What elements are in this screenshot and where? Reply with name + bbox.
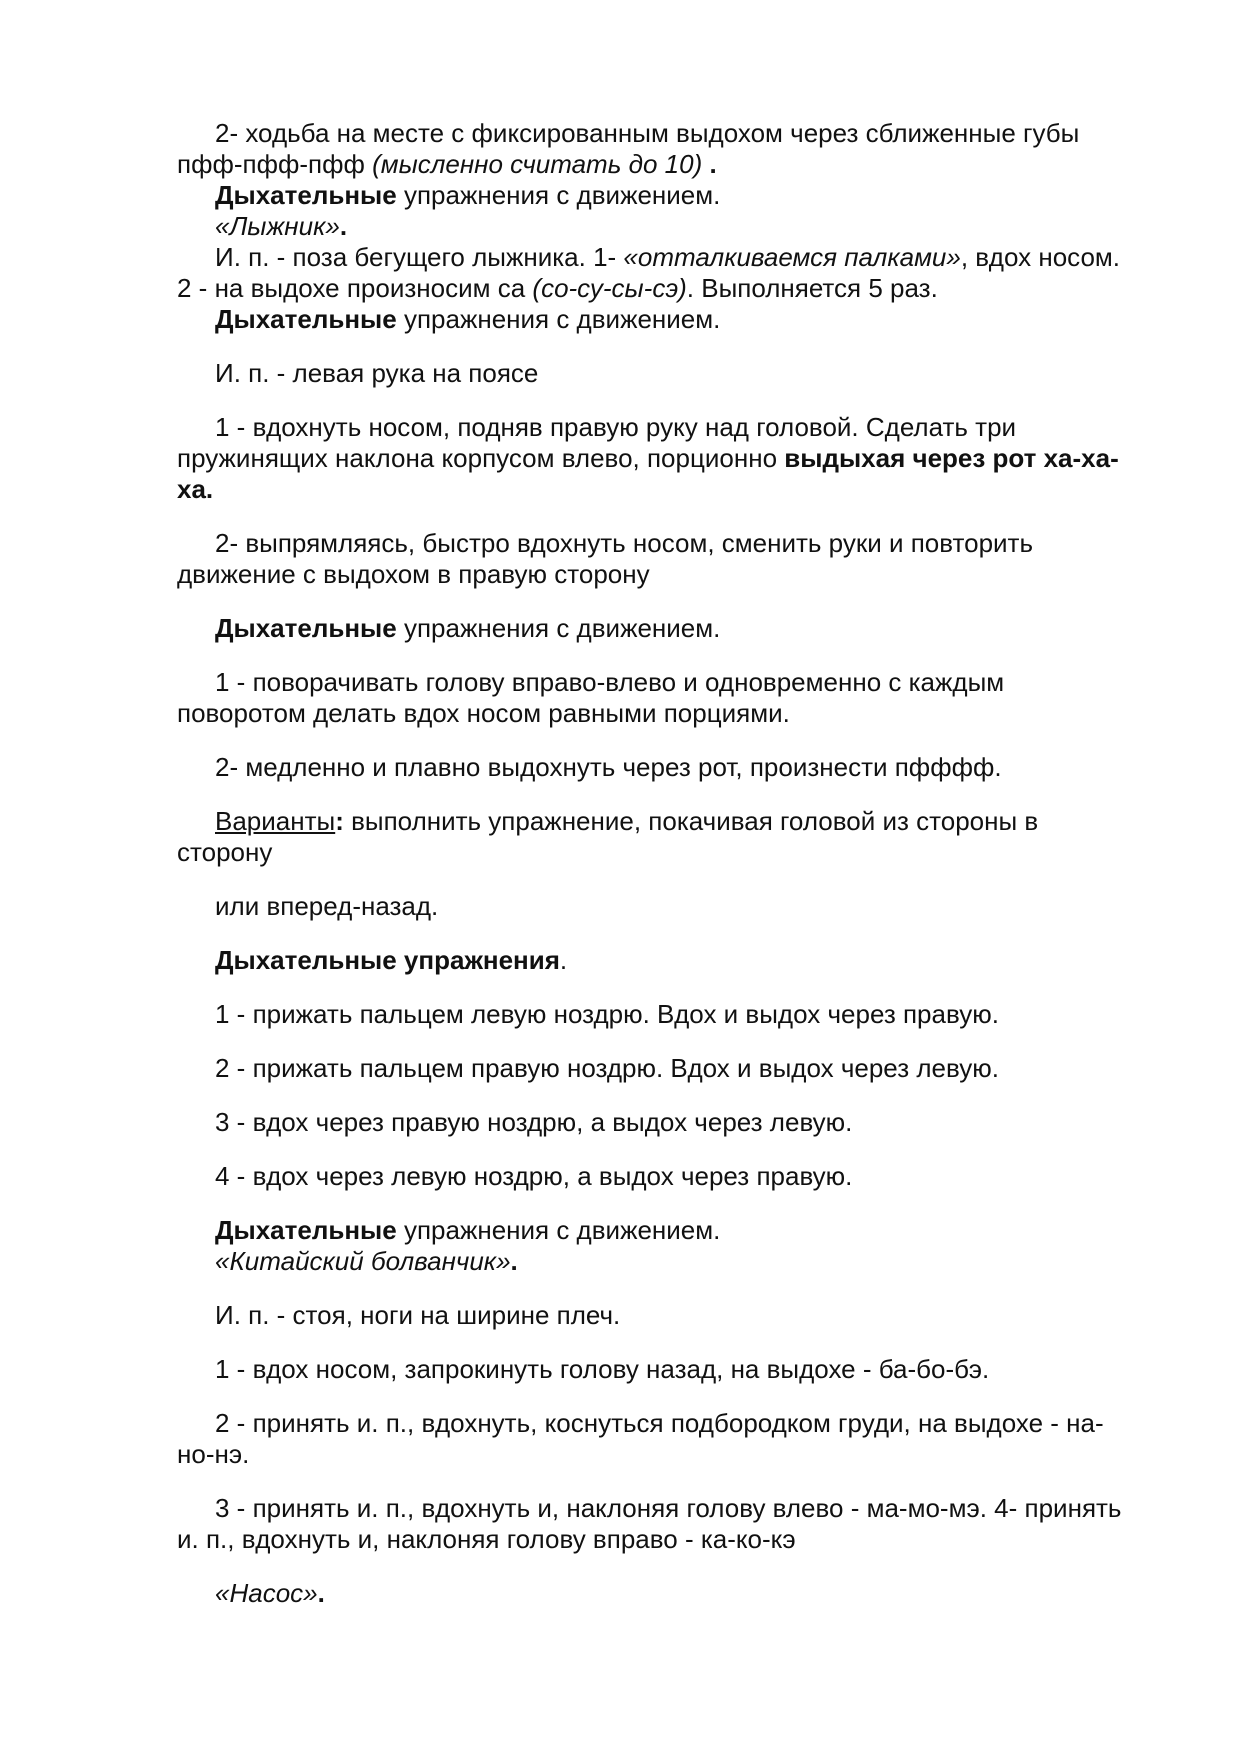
paragraph-nostril-3: 3 - вдох через правую ноздрю, а выдох через левую. bbox=[215, 1107, 853, 1137]
paragraph-skier-description: И. п. - поза бегущего лыжника. 1- «отталкиваемся палками», вдох носом. 2 - на выдохе произносим са (со-су-сы-сэ). Выполняется 5 раз. bbox=[177, 242, 1121, 303]
paragraph-chin-chest: 2 - принять и. п., вдохнуть, коснуться подбородком груди, на выдохе - на-но-нэ. bbox=[177, 1408, 1104, 1469]
paragraph-head-tilts: 3 - принять и. п., вдохнуть и, наклоняя голову влево - ма-мо-мэ. 4- принять и. п., вдохнуть и, наклоняя голову вправо - ка-ко-кэ bbox=[177, 1493, 1122, 1554]
paragraph-nostril-4: 4 - вдох через левую ноздрю, а выдох через правую. bbox=[215, 1161, 853, 1191]
exercise-title-pump: «Насос». bbox=[215, 1578, 325, 1608]
paragraph-walking-exhale: 2- ходьба на месте с фиксированным выдохом через сближенные губы пфф-пфф-пфф (мысленно считать до 10) . bbox=[177, 118, 1080, 179]
exercise-title-chinese-doll: «Китайский болванчик». bbox=[215, 1246, 518, 1276]
paragraph-head-back: 1 - вдох носом, запрокинуть голову назад, на выдохе - ба-бо-бэ. bbox=[215, 1354, 990, 1384]
exercise-heading: Дыхательные упражнения с движением. bbox=[215, 304, 721, 334]
paragraph-slow-exhale: 2- медленно и плавно выдохнуть через рот, произнести пфффф. bbox=[215, 752, 1002, 782]
paragraph-standing-position: И. п. - стоя, ноги на ширине плеч. bbox=[215, 1300, 621, 1330]
exercise-title-skier: «Лыжник». bbox=[215, 211, 348, 241]
paragraph-head-turns: 1 - поворачивать голову вправо-влево и одновременно с каждым поворотом делать вдох носом равными порциями. bbox=[177, 667, 1005, 728]
exercise-heading: Дыхательные упражнения с движением. bbox=[215, 180, 721, 210]
paragraph-nostril-1: 1 - прижать пальцем левую ноздрю. Вдох и выдох через правую. bbox=[215, 999, 999, 1029]
paragraph-forward-back: или вперед-назад. bbox=[215, 891, 439, 921]
paragraph-step-1-bends: 1 - вдохнуть носом, подняв правую руку над головой. Сделать три пружинящих наклона корпусом влево, порционно выдыхая через рот ха-ха-ха. bbox=[177, 412, 1119, 504]
document-body bbox=[177, 118, 1132, 1609]
paragraph-step-2-straighten: 2- выпрямляясь, быстро вдохнуть носом, сменить руки и повторить движение с выдохом в правую сторону bbox=[177, 528, 1034, 589]
exercise-heading: Дыхательные упражнения с движением. bbox=[215, 613, 721, 643]
exercise-heading-breathing: Дыхательные упражнения. bbox=[215, 945, 568, 975]
paragraph-variants: Варианты: выполнить упражнение, покачивая головой из стороны в сторону bbox=[177, 806, 1039, 867]
exercise-heading: Дыхательные упражнения с движением. bbox=[215, 1215, 721, 1245]
paragraph-starting-position: И. п. - левая рука на поясе bbox=[215, 358, 539, 388]
paragraph-nostril-2: 2 - прижать пальцем правую ноздрю. Вдох и выдох через левую. bbox=[215, 1053, 999, 1083]
